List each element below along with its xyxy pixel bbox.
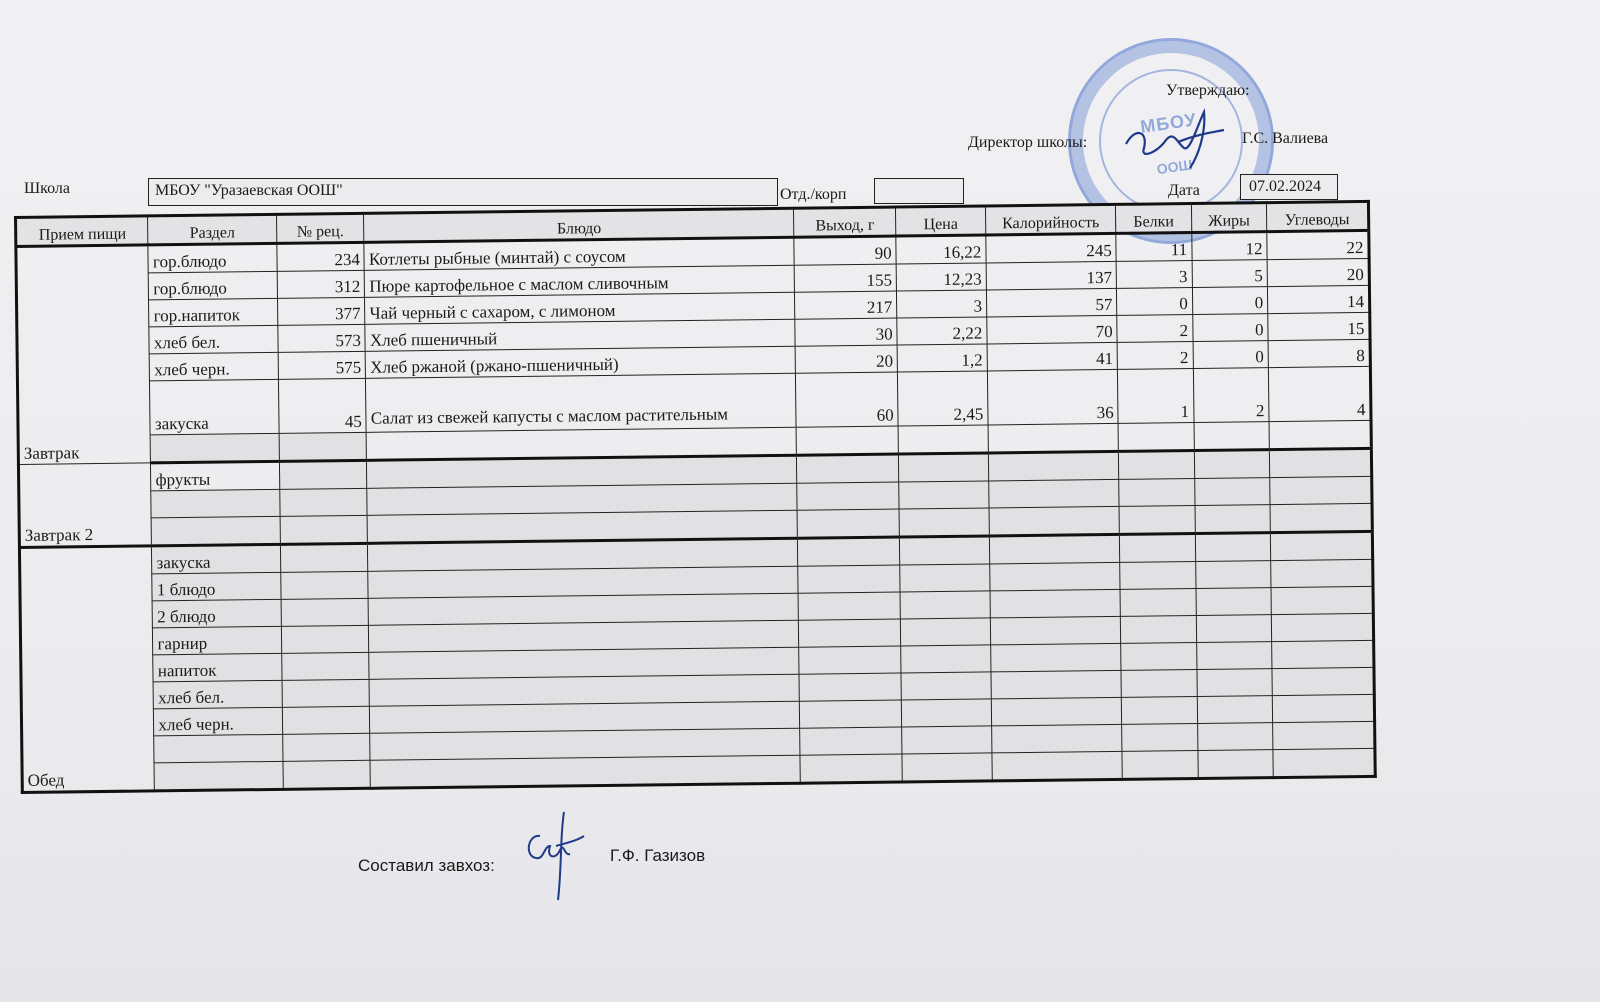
fats-cell: 12 [1191,232,1267,261]
seal-bottom-text: ООШ [1155,156,1194,178]
section-cell: хлеб черн. [154,707,283,736]
carbs-cell: 22 [1267,230,1369,259]
empty-cell [901,672,991,700]
meal-cell-breakfast: Завтрак [16,245,151,465]
price-cell: 12,23 [896,263,986,291]
section-cell [154,761,283,791]
empty-cell [1197,669,1273,697]
empty-cell [281,571,369,599]
col-header-section: Раздел [148,214,277,245]
school-label: Школа [24,180,70,197]
empty-cell [279,460,367,489]
section-cell [154,734,283,763]
empty-cell [798,565,900,593]
col-header-dish: Блюдо [364,208,794,242]
section-cell: гарнир [153,626,282,655]
fats-cell: 0 [1192,287,1268,315]
empty-cell [1194,450,1270,479]
section-cell [151,489,280,518]
section-cell: 1 блюдо [152,572,281,601]
empty-cell [282,679,370,707]
empty-cell [990,589,1121,618]
proteins-cell: 3 [1116,261,1192,289]
empty-cell [1122,696,1198,724]
compiled-by-label: Составил завхоз: [358,856,495,875]
empty-cell [901,618,991,646]
empty-cell [1270,531,1372,560]
empty-cell [1121,616,1197,644]
dish-cell: Хлеб пшеничный [365,319,795,351]
approve-label: Утверждаю: [1166,82,1250,99]
empty-cell [797,509,899,538]
recipe-no-cell: 45 [278,378,366,433]
dish-cell: Салат из свежей капусты с маслом растительным [366,373,797,432]
empty-cell [281,625,369,653]
empty-cell [370,755,800,788]
proteins-cell: 2 [1117,342,1193,370]
fats-cell: 0 [1192,314,1268,342]
empty-cell [900,536,990,565]
fats-cell: 5 [1192,260,1268,288]
empty-cell [799,619,901,647]
empty-cell [800,700,902,728]
empty-cell [899,453,989,482]
dish-cell: Котлеты рыбные (минтай) с соусом [364,237,794,270]
fats-cell: 0 [1193,341,1269,369]
empty-cell [797,454,899,483]
section-cell: хлеб бел. [149,325,278,354]
carbs-cell: 8 [1268,339,1370,367]
empty-cell [800,754,902,783]
empty-cell [989,506,1120,536]
section-cell: закуска [150,379,279,435]
menu-table-container [14,200,1377,800]
empty-cell [1198,750,1274,779]
empty-cell [1271,559,1373,587]
recipe-no-cell: 234 [277,242,365,271]
section-cell: фрукты [151,461,280,491]
price-cell: 2,22 [897,317,987,345]
director-label: Директор школы: [968,134,1088,151]
school-field [148,178,778,206]
empty-cell [1122,723,1198,751]
empty-cell [280,515,368,544]
empty-cell [901,645,991,673]
yield-cell: 217 [795,291,897,319]
empty-cell [988,451,1119,481]
empty-cell [280,488,368,516]
price-cell: 2,45 [898,371,988,426]
empty-cell [281,598,369,626]
col-header-proteins: Белки [1116,204,1192,234]
yield-cell: 30 [795,318,897,346]
empty-cell [282,706,370,734]
empty-cell [990,562,1121,591]
empty-cell [1119,479,1195,507]
empty-cell [1121,669,1197,697]
proteins-cell: 11 [1116,233,1192,262]
empty-cell [1270,503,1372,532]
empty-cell [898,425,988,454]
dept-field [874,178,964,204]
empty-cell [280,543,368,572]
empty-cell [797,482,899,510]
empty-cell [1196,588,1272,616]
empty-cell [988,423,1119,453]
price-cell: 3 [897,290,987,318]
empty-cell [991,643,1122,672]
col-header-price: Цена [896,206,986,236]
section-cell [152,516,281,546]
col-header-meal: Прием пищи [16,216,149,247]
price-cell: 1,2 [897,344,987,372]
empty-cell [279,432,367,461]
menu-table [14,200,1377,794]
recipe-no-cell: 575 [278,351,366,379]
calories-cell: 245 [986,233,1117,263]
empty-cell [1120,562,1196,590]
yield-cell: 155 [794,264,896,292]
manager-signature [520,806,590,906]
meal-cell-breakfast2: Завтрак 2 [18,463,151,548]
calories-cell: 70 [987,315,1118,344]
empty-cell [1273,721,1375,749]
section-cell: гор.блюдо [148,243,277,273]
empty-cell [1194,422,1270,451]
compiled-by-name: Г.Ф. Газизов [610,846,706,865]
section-cell: хлеб бел. [153,680,282,709]
section-cell: гор.блюдо [149,271,278,300]
empty-cell [900,591,990,619]
yield-cell: 60 [796,372,899,427]
date-label: Дата [1168,182,1200,199]
empty-cell [1122,750,1198,779]
empty-cell [798,537,900,566]
yield-cell: 20 [795,345,897,373]
empty-cell [899,481,989,509]
empty-cell [902,726,992,754]
section-cell: 2 блюдо [153,599,282,628]
yield-cell: 90 [794,236,896,265]
empty-cell [1269,448,1371,477]
empty-cell [899,508,989,537]
director-name: Г.С. Валиева [1242,130,1329,147]
empty-cell [796,426,898,455]
empty-cell [1196,615,1272,643]
empty-cell [282,733,370,761]
empty-cell [1121,642,1197,670]
empty-cell [1271,613,1373,641]
empty-cell [151,433,280,463]
empty-cell [1120,534,1196,563]
seal-center-text: МБОУ [1139,109,1198,138]
empty-cell [799,646,901,674]
carbs-cell: 4 [1268,366,1371,421]
empty-cell [902,753,992,782]
dish-cell: Пюре картофельное с маслом сливочным [365,265,795,297]
director-signature [1118,104,1228,174]
empty-cell [1118,423,1194,452]
proteins-cell: 2 [1117,315,1193,343]
empty-cell [800,727,902,755]
section-cell: напиток [153,653,282,682]
dish-cell: Чай черный с сахаром, с лимоном [365,292,795,324]
empty-cell [1120,589,1196,617]
carbs-cell: 14 [1267,285,1369,313]
calories-cell: 57 [986,288,1117,317]
empty-cell [1197,696,1273,724]
col-header-carbs: Углеводы [1266,201,1368,231]
section-cell: закуска [152,544,281,574]
empty-cell [283,760,371,789]
dept-label: Отд./корп [780,186,847,203]
empty-cell [798,592,900,620]
col-header-calories: Калорийность [985,204,1116,235]
empty-cell [1196,642,1272,670]
empty-cell [1272,640,1374,668]
recipe-no-cell: 377 [277,297,365,325]
empty-cell [1197,723,1273,751]
empty-cell [902,699,992,727]
empty-cell [990,616,1121,645]
empty-cell [1272,694,1374,722]
calories-cell: 36 [987,369,1118,425]
calories-cell: 41 [987,342,1118,371]
empty-cell [992,751,1123,781]
empty-cell [1119,506,1195,535]
empty-cell [900,564,990,592]
date-field [1240,174,1338,200]
empty-cell [1272,667,1374,695]
calories-cell: 137 [986,261,1117,290]
empty-cell [1195,505,1271,534]
col-header-yield: Выход, г [794,207,896,237]
empty-cell [1271,586,1373,614]
empty-cell [1269,420,1371,449]
empty-cell [1273,748,1375,777]
empty-cell [991,670,1122,699]
section-cell: гор.напиток [149,298,278,327]
carbs-cell: 20 [1267,258,1369,286]
meal-cell-lunch: Обед [19,546,154,793]
empty-cell [1119,451,1195,480]
price-cell: 16,22 [896,235,986,264]
empty-cell [1270,476,1372,504]
dish-cell: Хлеб ржаной (ржано-пшеничный) [366,346,796,378]
empty-cell [1194,478,1270,506]
carbs-cell: 15 [1268,312,1370,340]
empty-cell [799,673,901,701]
col-header-fats: Жиры [1191,203,1267,233]
section-cell: хлеб черн. [150,352,279,381]
empty-cell [991,724,1122,753]
col-header-recipe-no: № рец. [276,213,364,243]
empty-cell [282,652,370,680]
empty-cell [991,697,1122,726]
date-value: 07.02.2024 [1249,178,1321,195]
empty-cell [1195,533,1271,562]
recipe-no-cell: 312 [277,270,365,298]
empty-cell [1195,561,1271,589]
proteins-cell: 0 [1117,288,1193,316]
fats-cell: 2 [1193,368,1269,423]
empty-cell [989,534,1120,564]
proteins-cell: 1 [1118,369,1194,424]
recipe-no-cell: 573 [278,324,366,352]
school-value: МБОУ "Уразаевская ООШ" [155,182,343,199]
empty-cell [989,479,1120,508]
